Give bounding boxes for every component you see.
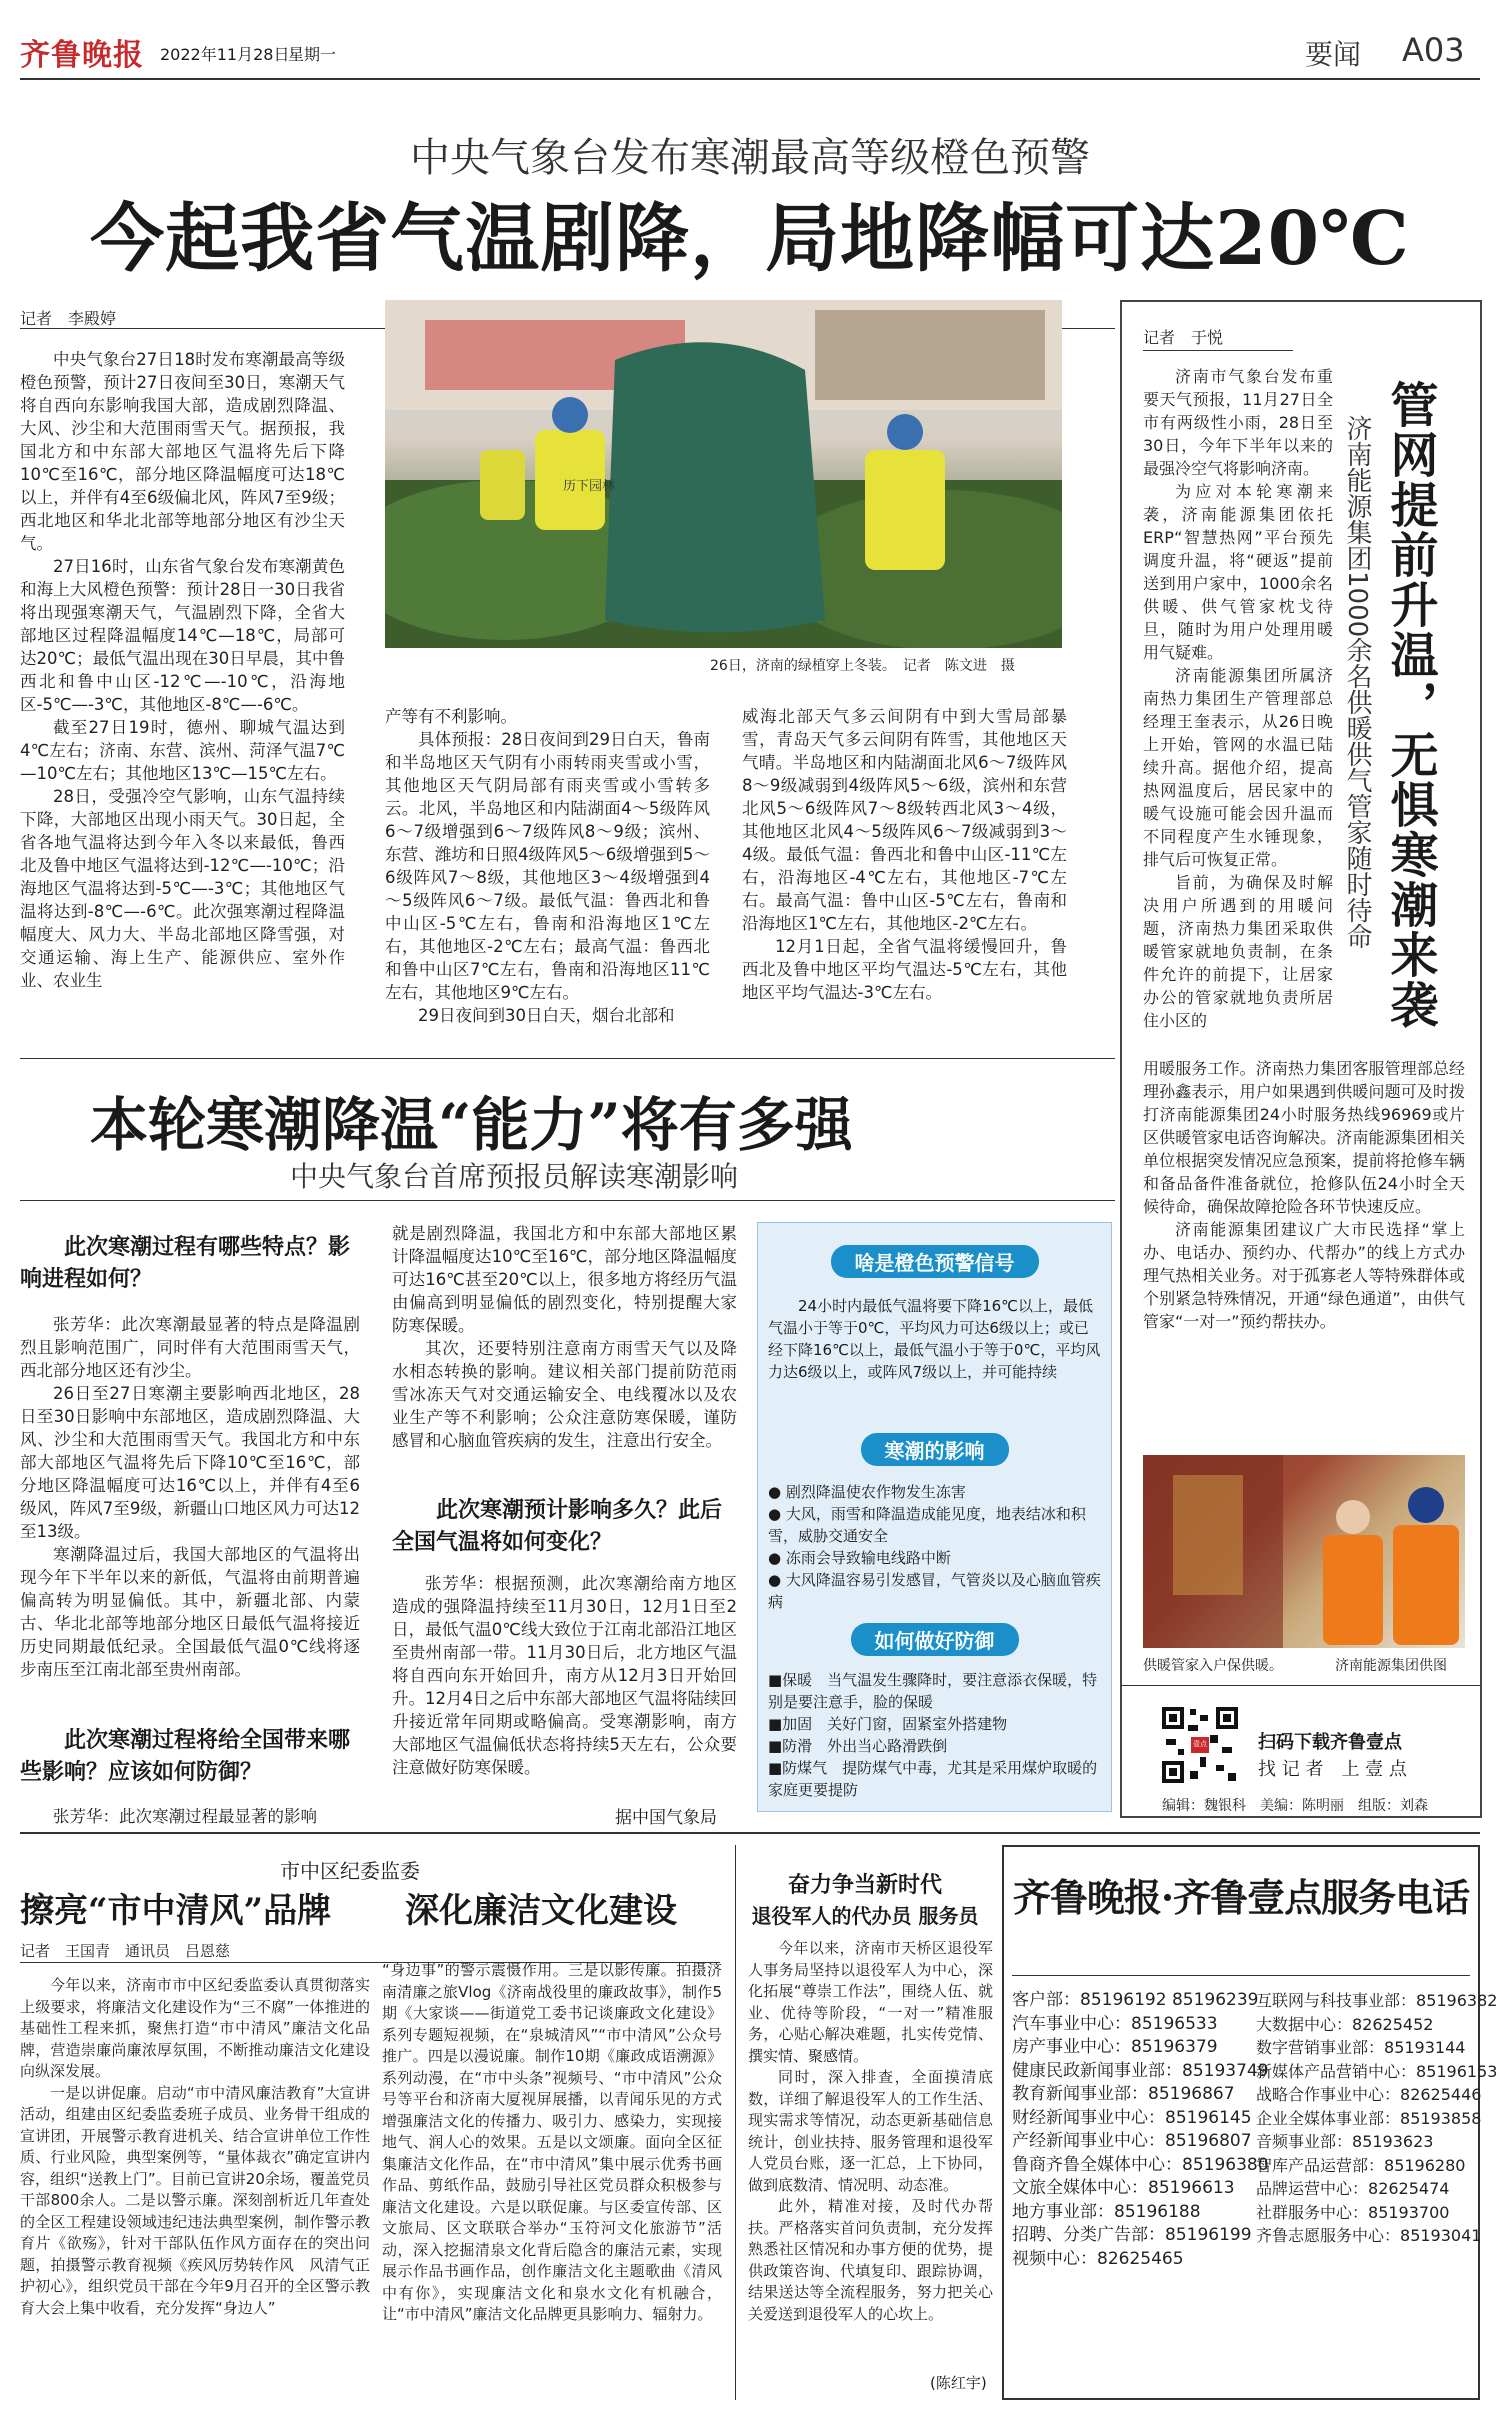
qr-line-2: 找 记 者 上 壹 点: [1258, 1759, 1407, 1780]
lead-paragraph: 中央气象台27日18时发布寒潮最高等级橙色预警，预计27日夜间至30日，寒潮天气将自西向东影响我国大部，造成剧烈降温、大风、沙尘和大范围雨雪天气。据预报，我国北方和中东部大部地区气温将先后下降10℃至16℃，部分地区降温幅度可达18℃以上，并伴有4至6级偏北风，阵风7至9级；西北地区和华北北部等地部分地区有沙尘天气。: [20, 350, 345, 553]
side-paragraph: 济南能源集团建议广大市民选择“掌上办、电话办、预约办、代帮办”的线上方式办理气热相关业务。对于孤寡老人等特殊群体或个别紧急特殊情况，开通“绿色通道”，由供气管家“一对一”预约帮扶办。: [1143, 1220, 1465, 1331]
side-paragraph: 旨前，为确保及时解决用户所遇到的用暖问题，济南热力集团采取供暖管家就地负责制，在条件允许的前提下，让居家办公的管家就地负责所居住小区的: [1143, 873, 1333, 1030]
side-byline-rule: [1143, 350, 1293, 351]
service-row: 健康民政新闻事业部：85193749: [1012, 2060, 1269, 2081]
service-row: 智库产品运营部：85196280: [1256, 2155, 1466, 2175]
page-number: A03: [1402, 31, 1465, 69]
second-column-1: [20, 1313, 360, 1713]
lead-column-2: [385, 705, 710, 1048]
veterans-paragraph: 此外，精准对接，及时代办帮扶。严格落实首问负责制，充分发挥熟悉社区情况和办事方便的优势，提供政策咨询、代填复印、跟踪协调，结果送达等全流程服务，努力把关心关爱送到退役军人的心坎上。: [748, 2197, 993, 2323]
qr-line-1: 扫码下载齐鲁壹点: [1258, 1732, 1402, 1753]
lead-kicker: 中央气象台发布寒潮最高等级橙色预警: [410, 135, 1090, 181]
side-photo-caption-right: 济南能源集团供图: [1335, 1658, 1447, 1674]
second-column-1-tail: [20, 1805, 360, 1828]
service-right-list: [1256, 1989, 1498, 2248]
service-row: 鲁商齐鲁全媒体中心：85196380: [1012, 2154, 1269, 2175]
lead-paragraph: 产等有不利影响。: [385, 707, 517, 726]
issue-weekday: 星期一: [288, 45, 337, 64]
service-row: 音频事业部：85193623: [1256, 2132, 1434, 2151]
newspaper-logo: 齐鲁晚报: [20, 38, 144, 73]
second-paragraph: 26日至27日寒潮主要影响西北地区，28日至30日影响中东部地区，造成剧烈降温、大风、沙尘和大范围雨雪天气。我国北方和中东部大部地区气温将先后下降10℃至16℃，部分地区降温幅度可达16℃以上，并伴有4至6级风，阵风7至9级，新疆山口地区风力可达12至13级。: [20, 1384, 360, 1541]
lead-byline: 记者 李殿婷: [20, 309, 117, 328]
side-qr-rule: [1122, 1685, 1480, 1686]
side-headline: 管网提前升温，无惧寒潮来袭: [1382, 380, 1438, 1030]
veterans-divider: [735, 1845, 736, 2400]
side-paragraph: 济南能源集团所属济南热力集团生产管理部总经理王奎表示，从26日晚上开始，管网的水温已陆续升高。据他介绍，提高热网温度后，居民家中的暖气设施可能会因升温而不同程度产生水锤现象，排气后可恢复正常。: [1143, 666, 1333, 869]
lead-paragraph: 具体预报：28日夜间到29日白天，鲁南和半岛地区天气阴有小雨转雨夹雪或小雪，其他地区天气阴局部有雨夹雪或小雪转多云。北风，半岛地区和内陆湖面4～5级阵风6～7级增强到6～7级阵风8～9级；滨州、东营、潍坊和日照4级阵风5～6级增强到5～6级阵风7～8级，其他地区3～4级增强到4～5级阵风6～7级。最低气温：鲁西北和鲁中山区-5℃左右，鲁南和沿海地区1℃左右，其他地区-2℃左右；最高气温：鲁西北和鲁中山区7℃左右，鲁南和沿海地区11℃左右，其他地区9℃左右。: [385, 730, 710, 1002]
veterans-headline: 退役军人的代办员 服务员: [751, 1904, 979, 1928]
side-paragraph: 济南市气象台发布重要天气预报，11月27日全市有两级性小雨，28日至30日，今年下半年以来的最强冷空气将影响济南。: [1143, 367, 1333, 478]
service-row: 房产事业中心：85196379: [1012, 2037, 1218, 2057]
side-paragraph: 为应对本轮寒潮来袭，济南能源集团依托ERP“智慧热网”平台预先调度升温，将“硬返”提前送到用户家中，1000余名供暖、供气管家枕戈待旦，随时为用户处理用暖用气疑难。: [1143, 482, 1333, 662]
masthead: [20, 28, 1480, 76]
info-title-3: 如何做好防御: [851, 1623, 1019, 1656]
service-row: 视频中心：82625465: [1012, 2248, 1184, 2269]
lead-paragraph: 27日16时，山东省气象台发布寒潮黄色和海上大风橙色预警：预计28日一30日我省将出现强寒潮天气，气温剧烈下降，全省大部地区过程降温幅度14℃—18℃，局部可达20℃；最低气温出现在30日早晨，其中鲁西北和鲁中山区-12℃—-10℃，沿海地区-5℃—-3℃，其他地区-8℃—-6℃。: [20, 557, 345, 714]
info-title-2: 寒潮的影响: [861, 1433, 1009, 1466]
bottom-byline: 记者 王国青 通讯员 吕恩慈: [20, 1942, 231, 1960]
side-byline: 记者 于悦: [1143, 328, 1224, 347]
service-row: 新媒体产品营销中心：85196153: [1256, 2061, 1498, 2081]
service-row: 教育新闻事业部：85196867: [1012, 2084, 1235, 2104]
veterans-paragraph: 今年以来，济南市天桥区退役军人事务局坚持以退役军人为中心，深化拓展“尊崇工作法”，围绕人伍、就业、优待等阶段，“一对一”精准服务，心贴心解决难题，扎实传党情、撰实情、聚感情。: [748, 1939, 993, 2065]
defense-item: ■防煤气 提防煤气中毒，尤其是采用煤炉取暖的家庭更要提防: [768, 1759, 1098, 1799]
second-subhead: 中央气象台首席预报员解读寒潮影响: [290, 1160, 739, 1193]
second-paragraph: 寒潮降温过后，我国大部地区的气温将出现今年下半年以来的新低，气温将由前期普遍偏高转为明显偏低。其中，新疆北部、内蒙古、华北北部等地部分地区日最低气温将接近历史同期最低纪录。全国最低气温0℃线将逐步南压至江南北部至贵州南部。: [20, 1545, 360, 1679]
lead-photo-caption: 26日，济南的绿植穿上冬装。 记者 陈文进 摄: [710, 658, 1015, 674]
service-row: 汽车事业中心：85196533: [1012, 2013, 1218, 2034]
second-paragraph: 其次，还要特别注意南方雨雪天气以及降水相态转换的影响。建议相关部门提前防范雨雪冰冻天气对交通运输安全、电线覆冰以及农业生产等不利影响；公众注意防寒保暖，谨防感冒和心脑血管疾病的发生，注意出行安全。: [392, 1339, 737, 1450]
info-defense-list: [768, 1669, 1103, 1801]
editor-credits: 编辑：魏银科 美编：陈明丽 组版：刘森: [1162, 1798, 1428, 1814]
effect-item: ● 冻雨会导致输电线路中断: [768, 1549, 951, 1567]
service-row: 文旅全媒体中心：85196613: [1012, 2178, 1235, 2198]
question-2: 此次寒潮过程将给全国带来哪些影响？应该如何防御？: [20, 1728, 351, 1785]
lead-headline: 今起我省气温剧降，局地降幅可达20℃: [90, 196, 1410, 282]
lead-photo: [385, 300, 1062, 648]
lead-paragraph: 威海北部天气多云间阴有中到大雪局部暴雪，青岛天气多云间阴有阵雪，其他地区天气晴。半岛地区和内陆湖面北风6～7级阵风8～9级减弱到4级阵风5～6级，滨州和东营北风5～6级阵风7～8级转西北风3～4级，其他地区北风4～5级阵风6～7级减弱到3～4级。最低气温：鲁西北和鲁中山区-11℃左右，沿海地区-4℃左右，其他地区-7℃左右。最高气温：鲁中山区-5℃左右，鲁南和沿海地区1℃左右，其他地区-2℃左右。: [742, 707, 1067, 933]
bottom-column-1: [20, 1975, 370, 2400]
service-row: 互联网与科技事业部：85196382: [1256, 1991, 1498, 2010]
service-row: 财经新闻事业中心：85196145: [1012, 2107, 1252, 2128]
lead-paragraph: 12月1日起，全省气温将缓慢回升，鲁西北及鲁中地区平均气温达-5℃左右，其他地区平均气温达-3℃左右。: [742, 937, 1067, 1002]
section-divider: [20, 1058, 1115, 1059]
bottom-divider: [20, 1832, 1480, 1834]
lead-paragraph: 截至27日19时，德州、聊城气温达到4℃左右；济南、东营、滨州、菏泽气温7℃—10℃左右；其他地区13℃—15℃左右。: [20, 718, 345, 783]
defense-item: ■防滑 外出当心路滑跌倒: [768, 1737, 948, 1755]
service-row: 产经新闻事业中心：85196807: [1012, 2131, 1252, 2151]
side-subhead: 济南能源集团1000余名供暖供气管家随时待命: [1342, 415, 1372, 950]
second-headline: 本轮寒潮降温“能力”将有多强: [90, 1091, 853, 1159]
second-rule: [20, 1200, 1115, 1201]
second-paragraph: 张芳华：此次寒潮最显著的特点是降温剧烈且影响范围广，同时伴有大范围雨雪天气，西北部分地区还有沙尘。: [20, 1315, 360, 1380]
second-column-2a: [392, 1222, 737, 1492]
lead-column-1: [20, 348, 345, 1048]
service-row: 齐鲁志愿服务中心：85193041: [1256, 2226, 1482, 2245]
question-3: 此次寒潮预计影响多久？此后全国气温将如何变化？: [392, 1498, 723, 1555]
bottom-headline-a: 擦亮“市中清风”品牌: [20, 1891, 332, 1931]
side-photo-illustration: [1143, 1455, 1465, 1648]
header-rule: [20, 78, 1480, 80]
service-row: 数字营销事业部：85193144: [1256, 2038, 1466, 2057]
lead-paragraph: 28日，受强冷空气影响，山东气温持续下降，大部地区出现小雨天气。30日起，全省各地气温将达到今年入冬以来最低，鲁西北及鲁中地区气温将达到-12℃—-10℃；沿海地区气温将达到-5℃—-3℃；其他地区气温将达到-8℃—-6℃。此次强寒潮过程降温幅度大、风力大、半岛北部地区降雪强，对交通运输、海上生产、能源供应、室外作业、农业生: [20, 787, 345, 990]
defense-item: ■保暖 当气温发生骤降时，要注意添衣保暖，特别是要注意手，脸的保暖: [768, 1671, 1098, 1711]
bottom-paragraph: “身边事”的警示震慑作用。三是以影传廉。拍摄济南清廉之旅Vlog《济南战役里的廉政故事》，制作5期《大家谈——街道党工委书记谈廉政文化建设》系列专题短视频，在“泉城清风”“市中清风”公众号推广。四是以漫说廉。制作10期《廉政成语溯源》系列动漫，在“市中头条”视频号、“市中清风”公众号等平台和济南大厦视屏展播，以青闻乐见的方式增强廉洁文化的传播力、吸引力、感染力，实现接地气、润人心的效果。五是以文颂廉。面向全区征集廉洁文化作品，在“市中清风”集中展示优秀书画作品、剪纸作品，鼓励引导社区党员群众积极参与廉洁文化建设。六是以联促廉。与区委宣传部、区文旅局、区文联联合举办“玉符河文化旅游节”活动，深入挖掘清泉文化背后隐含的廉洁元素，实现展示作品书画作品，创作廉洁文化主题歌曲《清风中有你》，实现廉洁文化和泉水文化有机融合，让“市中清风”廉洁文化品牌更具影响力、辐射力。: [382, 1961, 722, 2323]
weather-info-box: [757, 1222, 1112, 1812]
veterans-author: (陈红宇): [930, 2374, 987, 2392]
second-paragraph: 张芳华：根据预测，此次寒潮给南方地区造成的强降温持续至11月30日，12月1日至2日，最低气温0℃线大致位于江南北部沿江地区至贵州南部一带。11月30日后，北方地区气温将自西向东开始回升，南方从12月3日开始回升。12月4日之后中东部大部地区气温将陆续回升接近常年同期或略偏高。受寒潮影响，南方大部地区气温偏低状态将持续5天左右，公众要注意做好防寒保暖。: [392, 1574, 737, 1777]
service-row: 地方事业部：85196188: [1012, 2201, 1201, 2222]
service-phone-box: [1002, 1845, 1498, 2400]
second-paragraph: 就是剧烈降温，我国北方和中东部大部地区累计降温幅度达10℃至16℃，部分地区降温幅度可达16℃甚至20℃以上，很多地方将经历气温由偏高到明显偏低的剧烈变化，特别提醒大家防寒保暖。: [392, 1224, 737, 1335]
veterans-kicker: 奋力争当新时代: [787, 1872, 942, 1898]
info-orange-definition: 24小时内最低气温将要下降16℃以上，最低气温小于等于0℃，平均风力可达6级以上；或已经下降16℃以上，最低气温小于等于0℃，平均风力达6级以上，或阵风7级以上，并可能持续: [768, 1297, 1101, 1381]
veterans-paragraph: 同时，深入排查，全面摸清底数，详细了解退役军人的工作生活、现实需求等情况，动态更新基础信息统计，创业扶持、服务管理和退役军人党员台账，逐一汇总，上下协同，做到底数清、情况明、动态准。: [748, 2068, 993, 2194]
issue-date: 2022年11月28日: [160, 45, 290, 64]
section-name: 要闻: [1305, 38, 1362, 71]
side-paragraph: 用暖服务工作。济南热力集团客服管理部总经理孙鑫表示，用户如果遇到供暖问题可及时拨打济南能源集团24小时服务热线96969或片区供暖管家电话咨询解决。济南能源集团相关单位根据突发情况应急预案，提前将抢修车辆和备品备件准备就位，抢修队伍24小时全天候待命，确保故障抢险各环节快速反应。: [1143, 1059, 1465, 1216]
service-title: 齐鲁晚报·齐鲁壹点服务电话: [1012, 1875, 1470, 1920]
service-title-rule: [1012, 1975, 1470, 1976]
effect-item: ● 大风，雨雪和降温造成能见度，地表结冰和积雪，威胁交通安全: [768, 1505, 1086, 1545]
bottom-kicker: 市中区纪委监委: [280, 1859, 420, 1883]
bottom-column-2: [382, 1960, 722, 2400]
lead-paragraph: 29日夜间到30日白天，烟台北部和: [418, 1006, 675, 1025]
question-1: 此次寒潮过程有哪些特点？影响进程如何？: [20, 1235, 351, 1292]
side-photo: [1143, 1455, 1465, 1648]
bottom-paragraph: 今年以来，济南市市中区纪委监委认真贯彻落实上级要求，将廉洁文化建设作为“三不腐”一体推进的基础性工程来抓，聚焦打造“市中清风”廉洁文化品牌，营造崇廉尚廉浓厚氛围，不断推动廉洁文化建设向纵深发展。: [20, 1976, 370, 2080]
effect-item: ● 剧烈降温使农作物发生冻害: [768, 1483, 966, 1501]
vest-label: 历下园林: [563, 479, 616, 494]
second-source: 据中国气象局: [615, 1808, 717, 1828]
lead-photo-illustration: [385, 300, 1062, 648]
service-row: 企业全媒体事业部：85193858: [1256, 2108, 1482, 2128]
service-row: 社群服务中心：85193700: [1256, 2202, 1450, 2222]
second-paragraph: 张芳华：此次寒潮过程最显著的影响: [53, 1807, 317, 1826]
service-row: 大数据中心：82625452: [1256, 2014, 1434, 2034]
service-row: 战略合作事业中心：82625446: [1256, 2085, 1482, 2104]
qr-code[interactable]: [1160, 1705, 1240, 1785]
service-left-list: [1012, 1989, 1269, 2271]
service-row: 客户部：85196192 85196239: [1012, 1990, 1259, 2010]
side-photo-caption-left: 供暖管家入户保供暖。: [1143, 1658, 1283, 1674]
bottom-headline-b: 深化廉洁文化建设: [405, 1891, 677, 1931]
bottom-paragraph: 一是以讲促廉。启动“市中清风廉洁教育”大宣讲活动，组建由区纪委监委班子成员、业务骨干组成的宣讲团，开展警示教育进机关、结合宣讲单位工作性质、行业风险，典型案例等，“量体裁衣”确定宣讲内容，组织“送教上门”。目前已宣讲20余场，覆盖党员干部800余人。二是以警示廉。深刻剖析近几年查处的全区工程建设领域违纪违法典型案例，制作警示教育片《欲殇》，针对干部队伍作风方面存在的突出问题，拍摄警示教育视频《疾风厉势转作风 风清气正护初心》，组织党员干部在今年9月召开的全区警示教育大会上集中收看，充分发挥“身边人”: [20, 2083, 370, 2317]
effect-item: ● 大风降温容易引发感冒，气管炎以及心脑血管疾病: [768, 1571, 1101, 1611]
side-wide-text: [1143, 1057, 1465, 1452]
second-column-2b: [392, 1572, 737, 1792]
info-effects-list: [768, 1481, 1103, 1613]
defense-item: ■加固 关好门窗，固紧室外搭建物: [768, 1715, 1008, 1733]
veterans-text: [748, 1938, 993, 2368]
qr-center-label: 壹点: [1193, 1740, 1207, 1748]
info-title-1: 啥是橙色预警信号: [831, 1245, 1039, 1278]
service-row: 品牌运营中心：82625474: [1256, 2179, 1450, 2198]
service-row: 招聘、分类广告部：85196199: [1012, 2225, 1252, 2245]
lead-column-3: [742, 705, 1067, 1048]
side-narrow-text: [1143, 365, 1333, 1055]
